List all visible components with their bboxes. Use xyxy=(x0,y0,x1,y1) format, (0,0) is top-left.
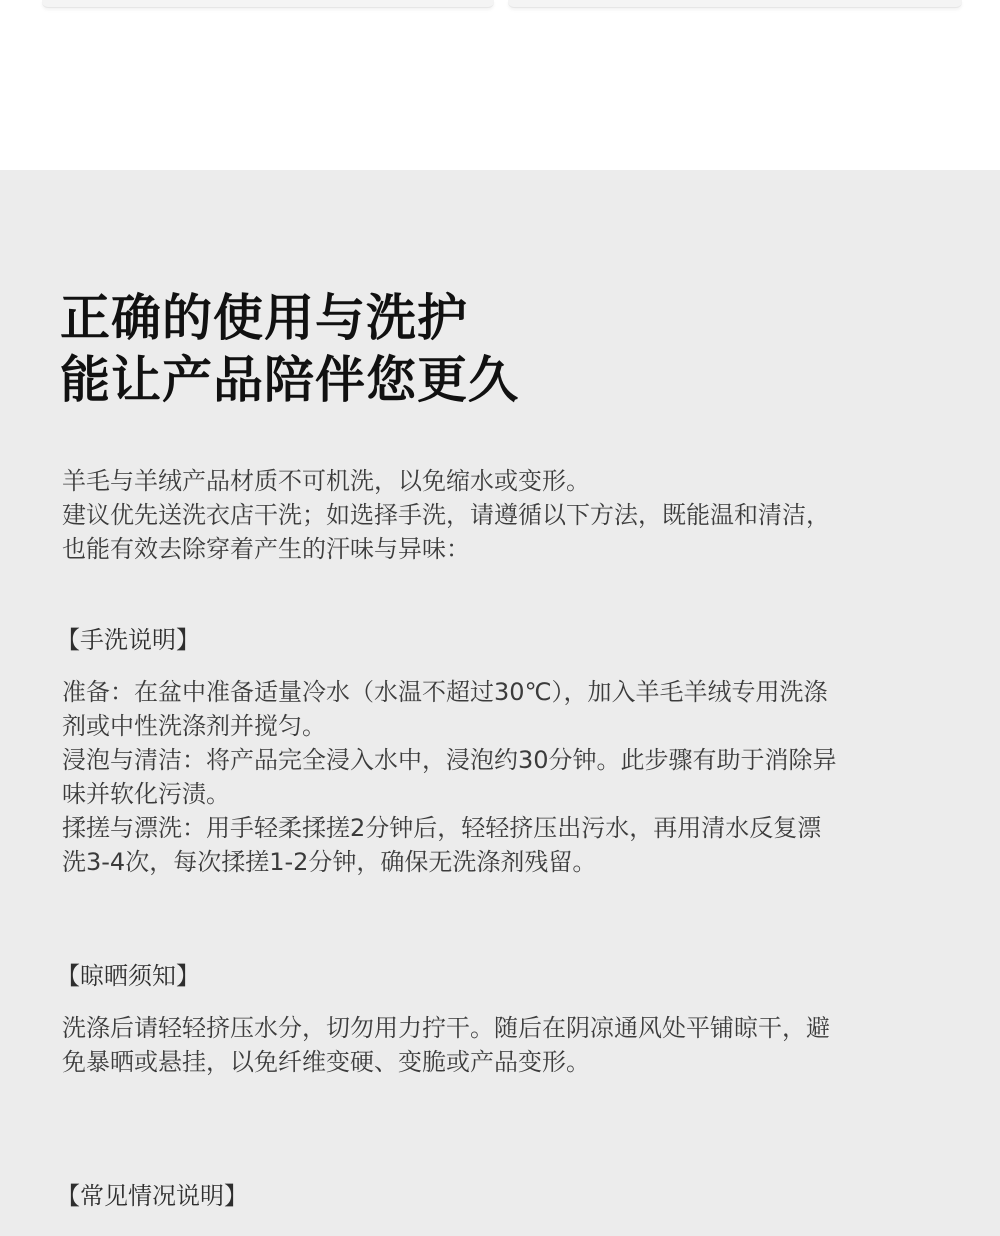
instruction-line: 洗3-4次，每次揉搓1-2分钟，确保无洗涤剂残留。 xyxy=(62,848,597,876)
product-card-edge-right xyxy=(508,0,962,8)
drying-heading: 【晾晒须知】 xyxy=(56,962,200,990)
hand-wash-heading: 【手洗说明】 xyxy=(56,626,200,654)
title-line-1: 正确的使用与洗护 xyxy=(60,289,468,347)
product-card-edge-left xyxy=(42,0,494,8)
instruction-line: 洗涤后请轻轻挤压水分，切勿用力拧干。随后在阴凉通风处平铺晾干，避 xyxy=(62,1014,830,1042)
intro-line: 建议优先送洗衣店干洗；如选择手洗，请遵循以下方法，既能温和清洁， xyxy=(62,501,830,529)
instruction-line: 浸泡与清洁：将产品完全浸入水中，浸泡约30分钟。此步骤有助于消除异 xyxy=(62,746,837,774)
instruction-line: 揉搓与漂洗：用手轻柔揉搓2分钟后，轻轻挤压出污水，再用清水反复漂 xyxy=(62,814,822,842)
intro-line: 也能有效去除穿着产生的汗味与异味： xyxy=(62,535,470,563)
intro-line: 羊毛与羊绒产品材质不可机洗，以免缩水或变形。 xyxy=(62,467,590,495)
title-line-2: 能让产品陪伴您更久 xyxy=(60,351,519,409)
instruction-line: 免暴晒或悬挂，以免纤维变硬、变脆或产品变形。 xyxy=(62,1048,590,1076)
care-section xyxy=(0,170,1000,1236)
hand-wash-instructions xyxy=(62,675,837,879)
instruction-line: 准备：在盆中准备适量冷水（水温不超过30℃），加入羊毛羊绒专用洗涤 xyxy=(62,678,828,706)
instruction-line: 剂或中性洗涤剂并搅匀。 xyxy=(62,712,326,740)
instruction-line: 味并软化污渍。 xyxy=(62,780,230,808)
page-title xyxy=(60,287,519,411)
drying-instructions xyxy=(62,1011,830,1079)
top-strip xyxy=(0,0,1000,170)
common-issues-heading: 【常见情况说明】 xyxy=(56,1182,248,1210)
intro-paragraph xyxy=(62,464,830,566)
